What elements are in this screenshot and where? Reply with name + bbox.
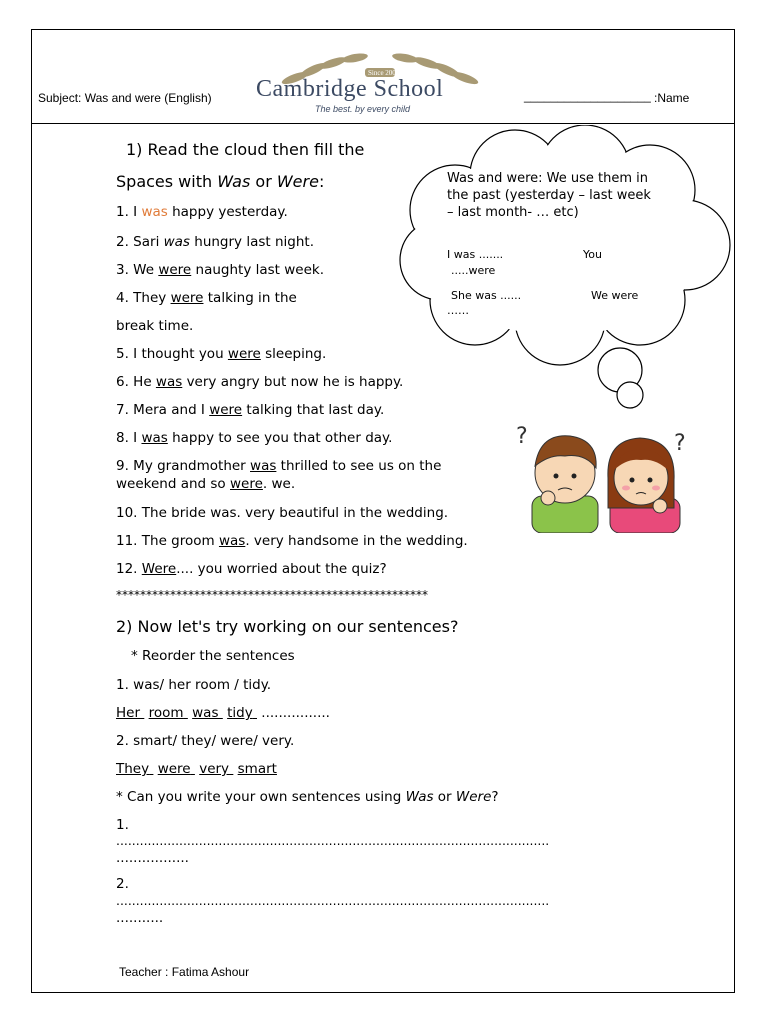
exercise-item: 4. They were talking in the <box>116 290 297 306</box>
answer-word: tidy <box>227 705 253 721</box>
answer-blank[interactable]: were <box>158 262 192 278</box>
name-label: :Name <box>654 91 690 105</box>
answer-word: smart <box>237 761 277 777</box>
logo-since: Since 2009 <box>368 69 400 77</box>
answer-blank[interactable]: Were <box>141 561 177 577</box>
exercise-item: 6. He was very angry but now he is happy. <box>116 374 404 390</box>
own-line-2[interactable]: .............................................................................................................. <box>116 893 550 908</box>
reorder-instruction: * Reorder the sentences <box>131 648 295 664</box>
own-line-1-number: 1. <box>116 817 129 833</box>
answer-blank[interactable]: was <box>218 533 246 549</box>
answer-word: was <box>192 705 219 721</box>
thought-cloud-icon <box>385 125 740 410</box>
separator-stars: **************************************************** <box>116 588 428 602</box>
cloud-she-was: She was ...... <box>451 289 522 302</box>
exercise-item: 1. I was happy yesterday. <box>116 204 288 220</box>
svg-text:?: ? <box>516 424 528 449</box>
cloud-dots: …… <box>447 304 469 317</box>
answer-blank[interactable]: was <box>141 204 168 220</box>
answer-word: room <box>148 705 184 721</box>
school-logo <box>255 48 505 120</box>
answer-blank[interactable]: was <box>163 234 190 250</box>
cloud-i-was: I was ....... <box>447 248 504 261</box>
own-line-2-number: 2. <box>116 876 129 892</box>
section1-title-line2: Spaces with Was or Were: <box>116 172 325 191</box>
thinking-kids-icon <box>510 418 700 533</box>
own-line-1[interactable]: .............................................................................................................. <box>116 833 550 848</box>
exercise-item: 10. The bride was. very beautiful in the wedding. <box>116 505 449 521</box>
answer-word: Her <box>116 705 141 721</box>
reorder-question-2: 2. smart/ they/ were/ very. <box>116 733 295 749</box>
own-line-1-cont: ................. <box>116 850 189 866</box>
header-divider <box>31 123 735 124</box>
exercise-item: 12. Were.... you worried about the quiz? <box>116 561 387 577</box>
exercise-item: 3. We were naughty last week. <box>116 262 325 278</box>
exercise-item: weekend and so were. we. <box>116 476 296 492</box>
exercise-item: 11. The groom was. very handsome in the wedding. <box>116 533 468 549</box>
section2-title: 2) Now let's try working on our sentences? <box>116 617 459 636</box>
section1-title-line1: 1) Read the cloud then fill the <box>126 140 365 159</box>
answer-word: very <box>199 761 230 777</box>
reorder-answer-2 <box>116 761 277 777</box>
exercise-item: 5. I thought you were sleeping. <box>116 346 327 362</box>
answer-blank[interactable]: were <box>230 476 263 492</box>
answer-blank[interactable]: were <box>209 402 243 418</box>
cloud-text: Was and were: We use them in the past (yesterday – last week – last month- … etc) <box>447 171 651 220</box>
answer-blank[interactable]: was <box>250 458 277 474</box>
own-line-2-cont: ........... <box>116 910 164 926</box>
answer-word: They <box>116 761 150 777</box>
answer-word: were <box>157 761 191 777</box>
exercise-item: 2. Sari was hungry last night. <box>116 234 314 250</box>
answer-blank[interactable]: was <box>141 430 168 446</box>
answer-blank[interactable]: were <box>170 290 204 306</box>
school-tagline: The best. by every child <box>315 104 411 114</box>
teacher-name: Teacher : Fatima Ashour <box>119 965 250 979</box>
exercise-item: 7. Mera and I were talking that last day. <box>116 402 385 418</box>
school-name: Cambridge School <box>256 76 444 102</box>
reorder-answer-1: Her room was tidy ................ <box>116 705 330 721</box>
subject-label: Subject: Was and were (English) <box>38 91 212 105</box>
answer-blank[interactable]: were <box>227 346 261 362</box>
exercise-item: break time. <box>116 318 194 334</box>
exercise-item: 8. I was happy to see you that other day. <box>116 430 393 446</box>
exercise-item: 9. My grandmother was thrilled to see us on the <box>116 458 442 474</box>
name-blank: ___________________ <box>524 89 651 103</box>
cloud-you: You <box>583 248 602 261</box>
svg-text:?: ? <box>674 431 686 456</box>
answer-blank[interactable]: was <box>155 374 183 390</box>
cloud-you-were: .....were <box>451 264 496 277</box>
cloud-we-were: We were <box>591 289 639 302</box>
reorder-question-1: 1. was/ her room / tidy. <box>116 677 272 693</box>
own-sentences-instruction: * Can you write your own sentences using Was or Were? <box>116 789 499 805</box>
